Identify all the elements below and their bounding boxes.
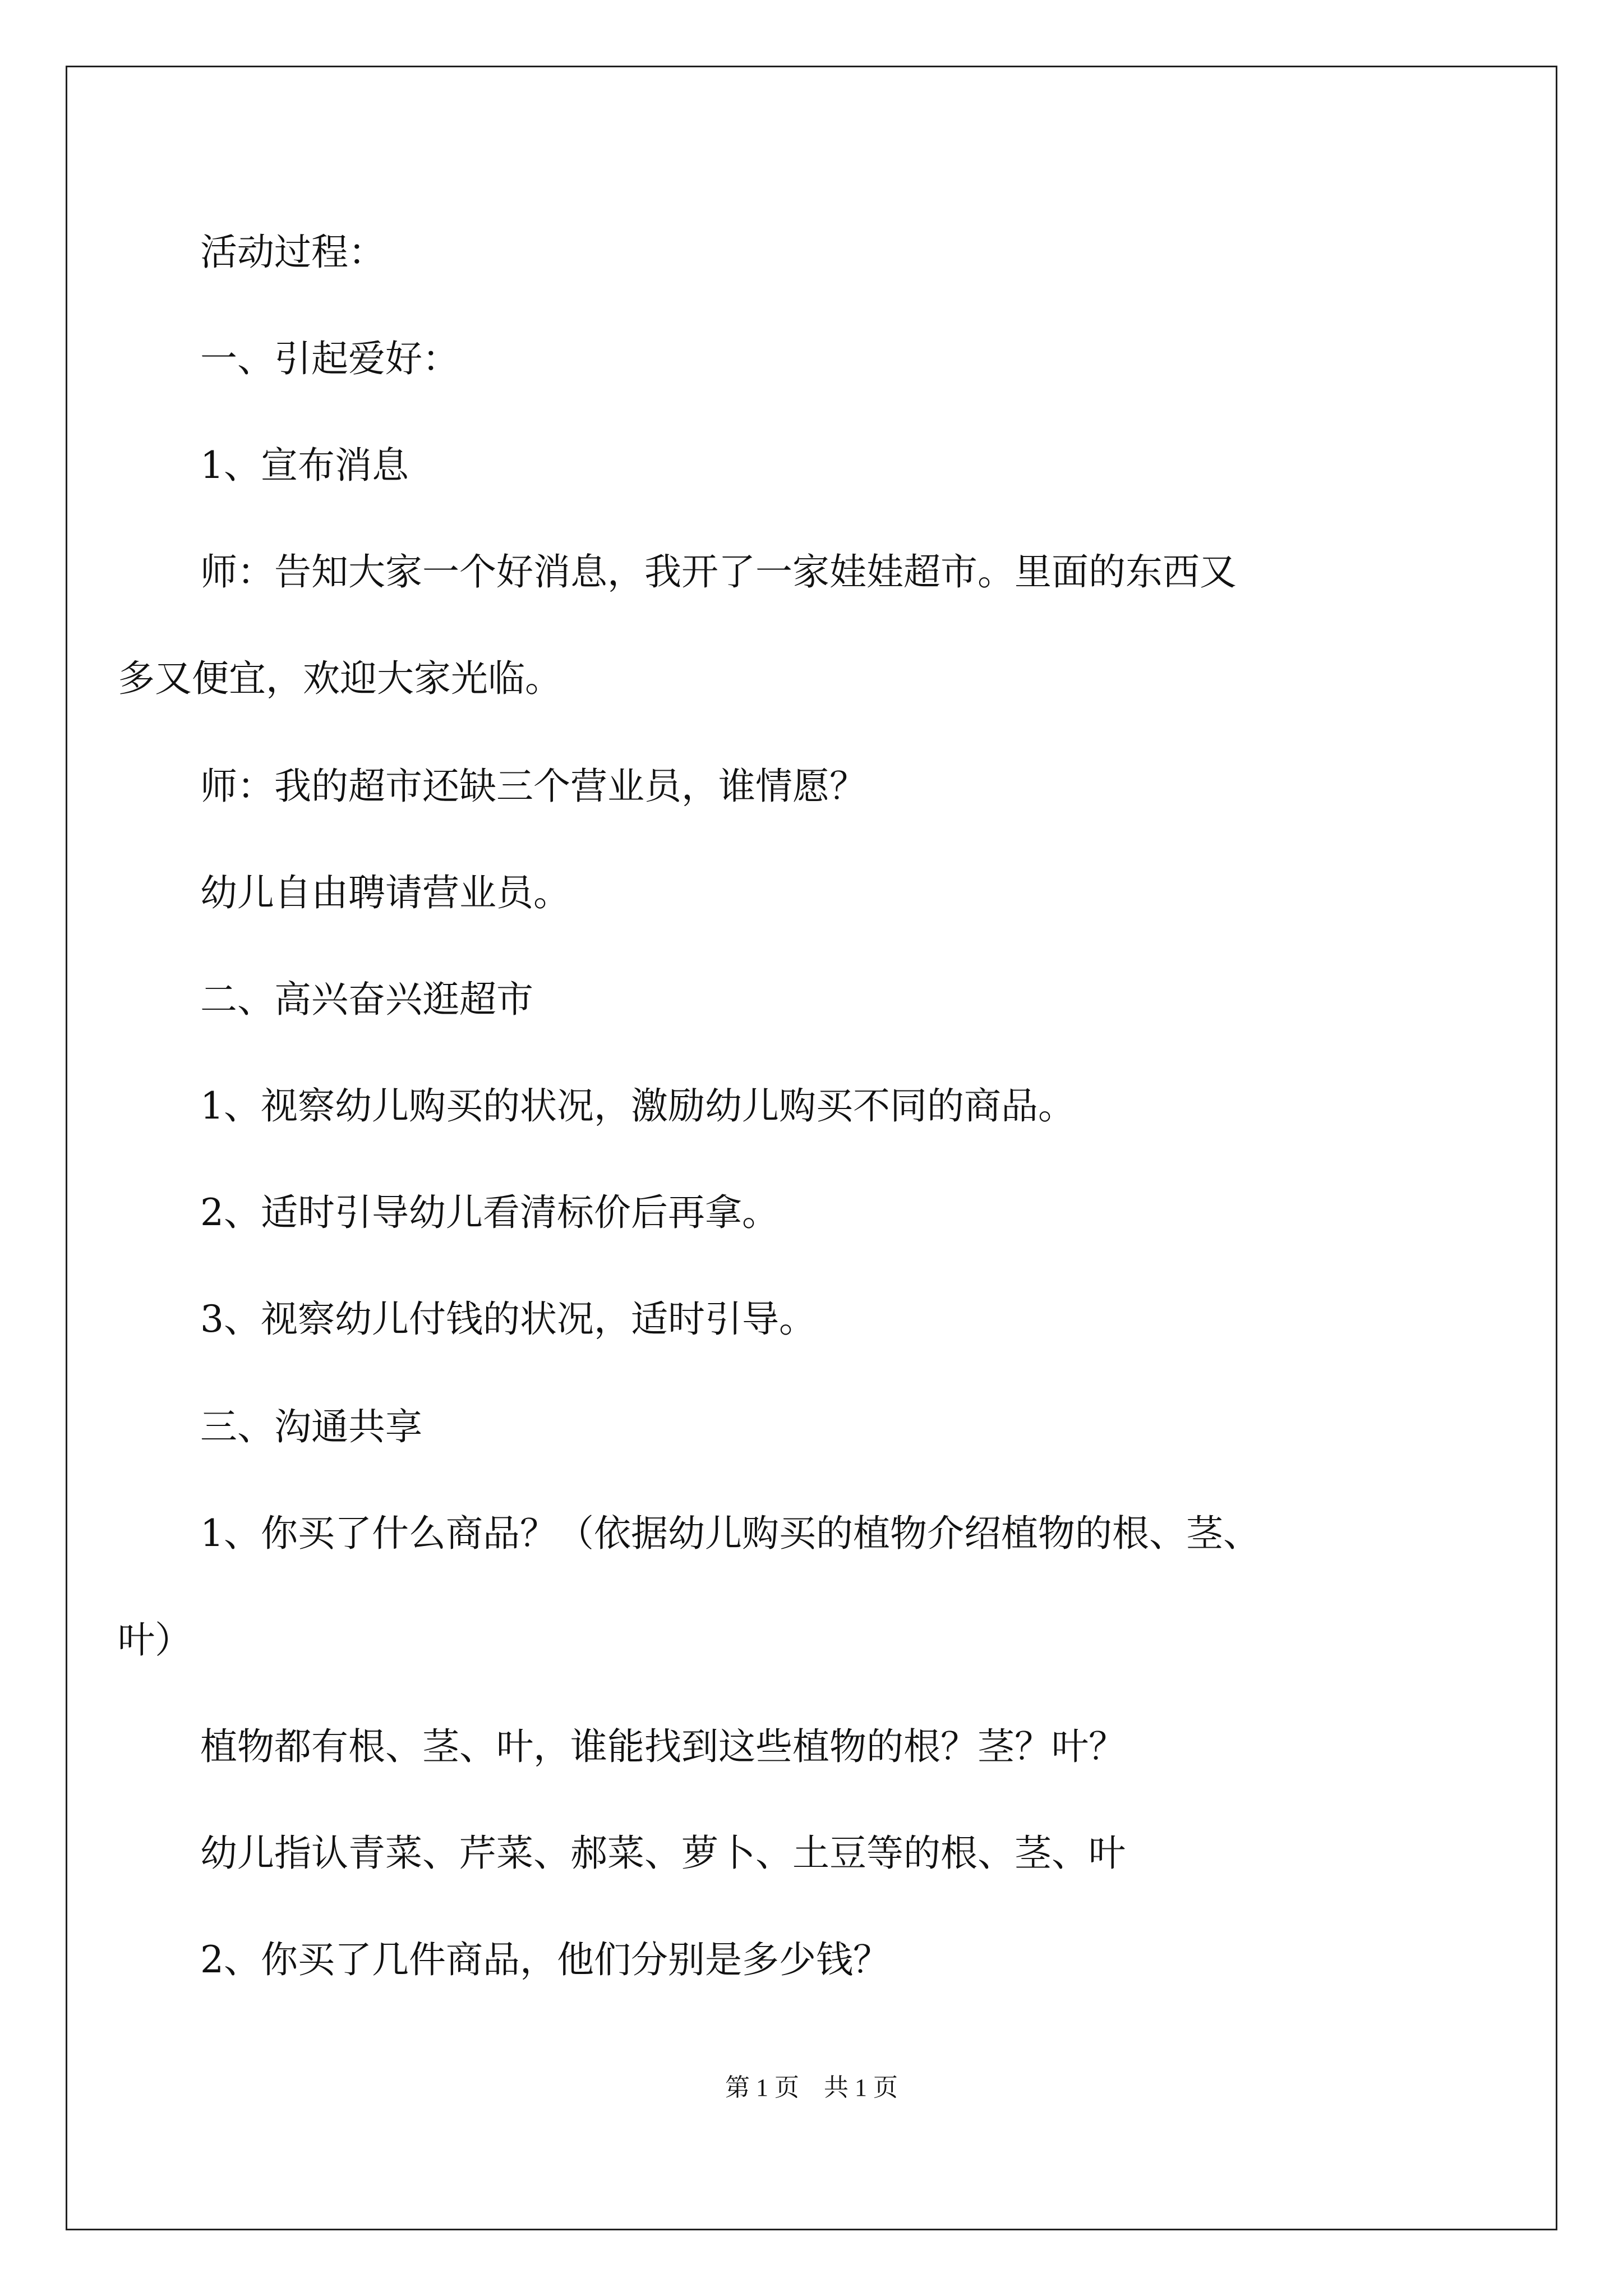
paragraph-item: 1、宣布消息: [200, 444, 409, 487]
paragraph-item: 2、适时引导幼儿看清标价后再拿。: [200, 1191, 779, 1234]
paragraph-item: 1、视察幼儿购买的状况，激励幼儿购买不同的商品。: [200, 1084, 1075, 1128]
paragraph-continuation: 多又便宜，欢迎大家光临。: [118, 657, 562, 700]
heading-section-two: 二、高兴奋兴逛超市: [200, 978, 533, 1021]
paragraph-item: 幼儿自由聘请营业员。: [200, 871, 570, 914]
heading-section-three: 三、沟通共享: [200, 1405, 422, 1448]
page-footer: 第 1 页 共 1 页: [725, 2074, 898, 2101]
paragraph-teacher-line: 师：告知大家一个好消息，我开了一家娃娃超市。里面的东西又: [200, 550, 1237, 593]
paragraph-teacher-line: 师：我的超市还缺三个营业员，谁情愿？: [200, 765, 866, 808]
paragraph-continuation: 叶）: [118, 1618, 192, 1662]
paragraph-item: 1、你买了什么商品？（依据幼儿购买的植物介绍植物的根、茎、: [200, 1512, 1260, 1555]
page-border: [66, 66, 1557, 2230]
paragraph-activity-process: 活动过程：: [200, 231, 385, 274]
paragraph-item: 幼儿指认青菜、芹菜、郝菜、萝卜、土豆等的根、茎、叶: [200, 1832, 1126, 1875]
paragraph-item: 3、视察幼儿付钱的状况，适时引导。: [200, 1297, 816, 1341]
paragraph-item: 植物都有根、茎、叶，谁能找到这些植物的根？茎？叶？: [200, 1725, 1126, 1768]
paragraph-item: 2、你买了几件商品，他们分别是多少钱？: [200, 1938, 890, 1981]
heading-section-one: 一、引起爱好：: [200, 337, 459, 380]
